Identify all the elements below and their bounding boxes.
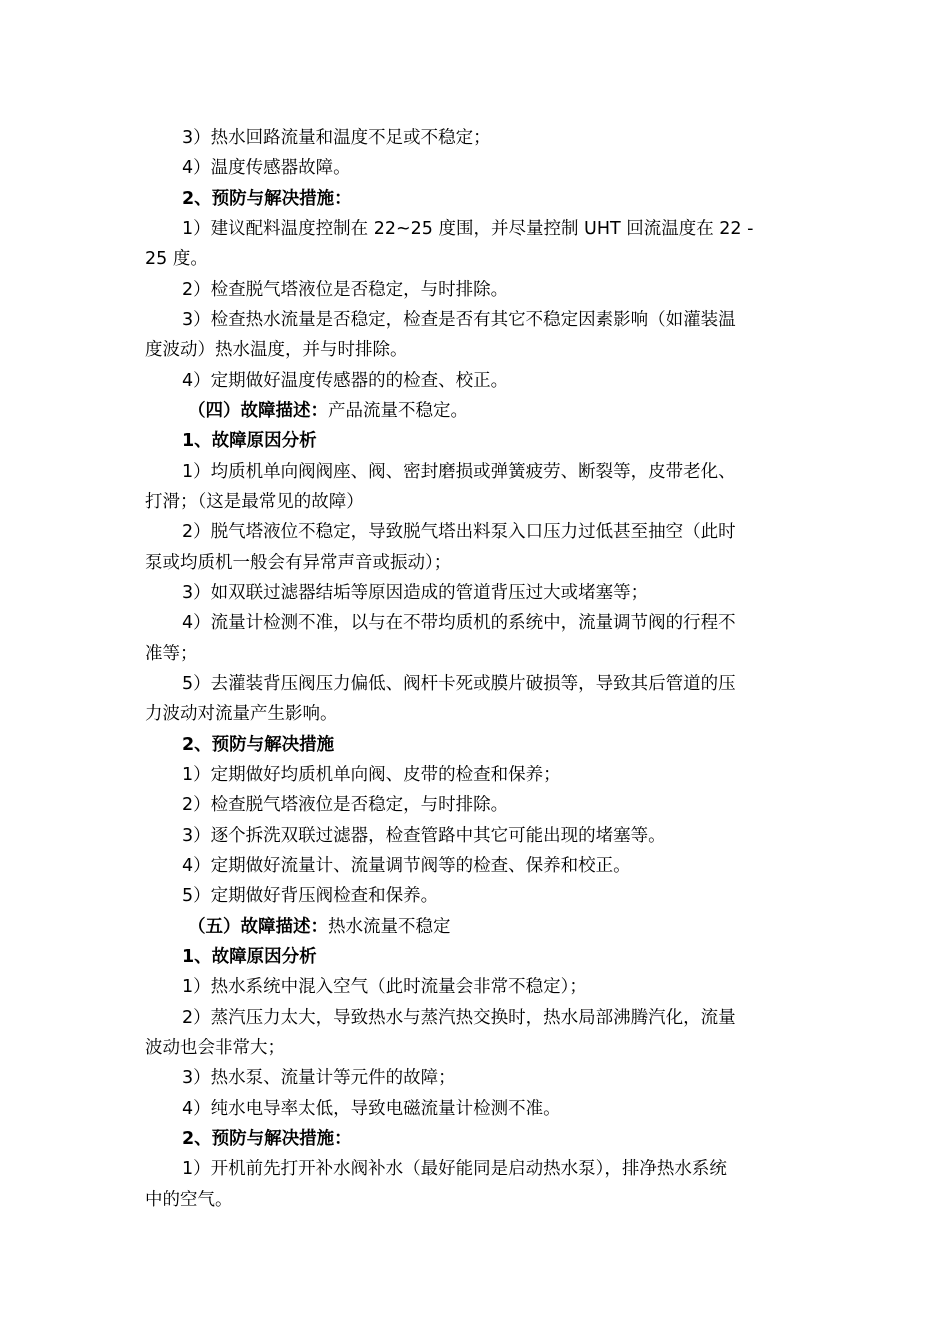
text-line: 1）均质机单向阀阀座、阀、密封磨损或弹簧疲劳、断裂等，皮带老化、	[182, 462, 736, 482]
section-heading: 1、故障原因分析	[182, 431, 317, 451]
text-line: 3）如双联过滤器结垢等原因造成的管道背压过大或堵塞等；	[182, 583, 649, 603]
text-line: 5）定期做好背压阀检查和保养。	[182, 886, 439, 906]
section-heading: 1、故障原因分析	[182, 947, 317, 967]
fault-title	[188, 916, 451, 938]
text-line: 25 度。	[145, 249, 208, 269]
text-line: 4）定期做好流量计、流量调节阀等的检查、保养和校正。	[182, 856, 631, 876]
text-line: 打滑；（这是最常见的故障）	[145, 492, 364, 512]
text-line: 准等；	[145, 644, 198, 664]
text-line: 3）热水回路流量和温度不足或不稳定；	[182, 128, 491, 148]
text-line: 2）蒸汽压力太大，导致热水与蒸汽热交换时，热水局部沸腾汽化，流量	[182, 1008, 736, 1028]
fault-title-text: 热水流量不稳定	[328, 917, 451, 937]
text-line: 中的空气。	[145, 1190, 233, 1210]
text-line: 泵或均质机一般会有异常声音或振动）；	[145, 553, 452, 573]
fault-title-label: （四）故障描述：	[188, 401, 328, 421]
text-line: 1）开机前先打开补水阀补水（最好能同是启动热水泵），排净热水系统	[182, 1159, 727, 1179]
fault-title-text: 产品流量不稳定。	[328, 401, 468, 421]
section-heading: 2、预防与解决措施：	[182, 1129, 352, 1149]
text-line: 3）检查热水流量是否稳定，检查是否有其它不稳定因素影响（如灌装温	[182, 310, 736, 330]
text-line: 2）脱气塔液位不稳定，导致脱气塔出料泵入口压力过低甚至抽空（此时	[182, 522, 736, 542]
text-line: 3）热水泵、流量计等元件的故障；	[182, 1068, 456, 1088]
section-heading: 2、预防与解决措施	[182, 735, 335, 755]
text-line: 3）逐个拆洗双联过滤器，检查管路中其它可能出现的堵塞等。	[182, 826, 666, 846]
text-line: 4）温度传感器故障。	[182, 158, 351, 178]
text-line: 5）去灌装背压阀压力偏低、阀杆卡死或膜片破损等，导致其后管道的压	[182, 674, 736, 694]
text-line: 2）检查脱气塔液位是否稳定，与时排除。	[182, 280, 509, 300]
text-line: 波动也会非常大；	[145, 1038, 285, 1058]
text-line: 4）定期做好温度传感器的的检查、校正。	[182, 371, 509, 391]
text-line: 1）建议配料温度控制在 22~25 度围，并尽量控制 UHT 回流温度在 22 -	[182, 219, 754, 239]
text-line: 4）纯水电导率太低，导致电磁流量计检测不准。	[182, 1099, 561, 1119]
text-line: 1）热水系统中混入空气（此时流量会非常不稳定）；	[182, 977, 587, 997]
text-line: 力波动对流量产生影响。	[145, 704, 338, 724]
section-heading: 2、预防与解决措施：	[182, 189, 352, 209]
text-line: 度波动）热水温度，并与时排除。	[145, 340, 408, 360]
fault-title	[188, 400, 468, 422]
text-line: 2）检查脱气塔液位是否稳定，与时排除。	[182, 795, 509, 815]
text-line: 1）定期做好均质机单向阀、皮带的检查和保养；	[182, 765, 561, 785]
fault-title-label: （五）故障描述：	[188, 917, 328, 937]
text-line: 4）流量计检测不准，以与在不带均质机的系统中，流量调节阀的行程不	[182, 613, 736, 633]
